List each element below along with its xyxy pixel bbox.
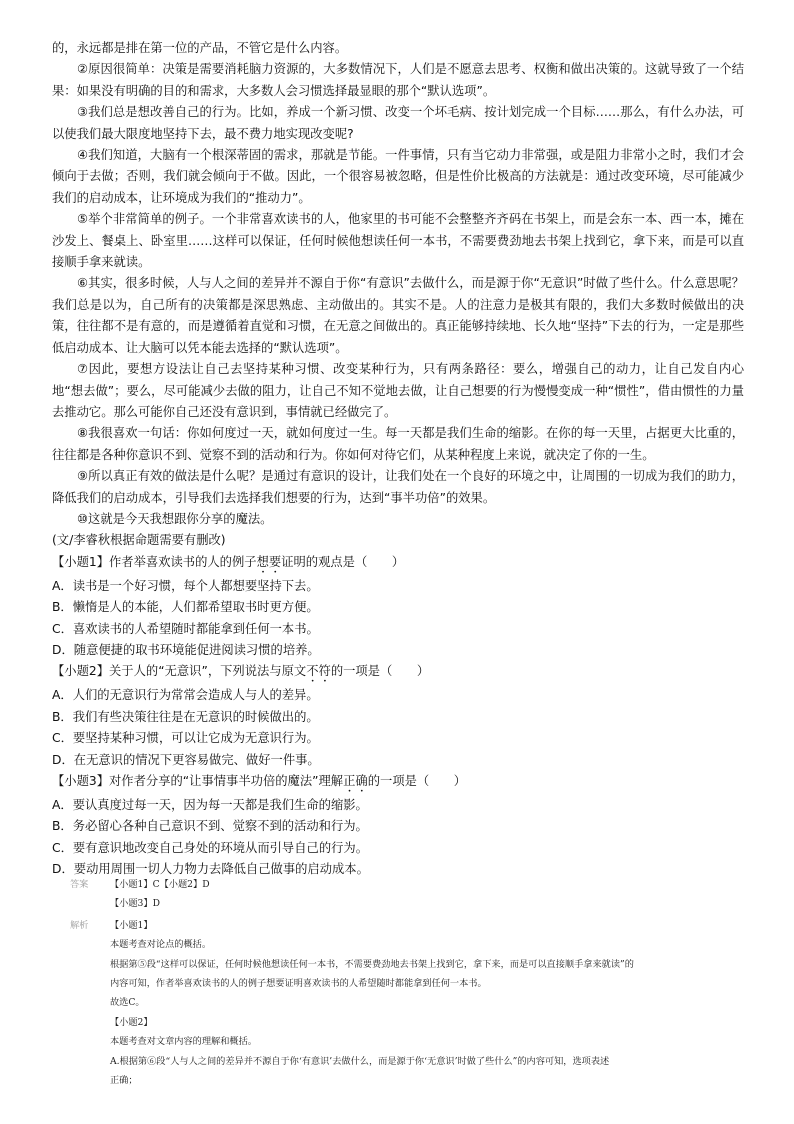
emphasis-text: 想要 xyxy=(256,554,282,569)
analysis-line: 根据第⑤段“这样可以保证，任何时候他想读任何一本书，不需要费劲地去书架上找到它，拿下来，而是可以直接顺手拿来就读”的 xyxy=(110,958,634,970)
option-a[interactable]: A．读书是一个好习惯，每个人都想要坚持下去。 xyxy=(52,578,319,593)
emphasis-text: 不符 xyxy=(306,664,331,679)
article-body xyxy=(52,38,744,881)
article-source: (文/李睿秋根据命题需要有删改) xyxy=(52,533,226,548)
analysis-line: 故选C。 xyxy=(110,997,145,1009)
option-b[interactable]: B．我们有些决策往往是在无意识的时候做出的。 xyxy=(52,709,319,724)
option-c[interactable]: C．要坚持某种习惯，可以让它成为无意识行为。 xyxy=(52,731,319,746)
answer-line: 【小题1】C【小题2】D xyxy=(110,879,210,890)
analysis-label: 解析 xyxy=(70,919,89,931)
answer-section xyxy=(70,875,720,1090)
analysis-line: 内容可知，作者举喜欢读书的人的例子想要证明喜欢读书的人希望随时都能拿到任何一本书。 xyxy=(110,978,487,990)
option-a[interactable]: A．要认真度过每一天，因为每一天都是我们生命的缩影。 xyxy=(52,798,368,812)
question-3 xyxy=(52,771,744,881)
article-paragraph: ③我们总是想改善自己的行为。比如，养成一个新习惯、改变一个坏毛病、按计划完成一个目标……那么，有什么办法，可以使我们最大限度地坚持下去，最不费力地实现改变呢? xyxy=(52,105,744,141)
question-title: 【小题2】关于人的“无意识”，下列说法与原文不符的一项是（ ） xyxy=(52,664,430,679)
article-paragraph: ⑥其实，很多时候，人与人之间的差异并不源自于你“有意识”去做什么，而是源于你“无意识”时做了些什么。什么意思呢？我们总是以为，自己所有的决策都是深思熟虑、主动做出的。其实不是。人的注意力是极其有限的，我们大多数时候做出的决策，往往都不是有意的，而是遵循着直觉和习惯，在无意之间做出的。真正能够持续地、长久地“坚持”下去的行为，一定是那些低启动成本、让大脑可以凭本能去选择的“默认选项”。 xyxy=(52,276,744,355)
option-c[interactable]: C．要有意识地改变自己身处的环境从而引导自己的行为。 xyxy=(52,840,369,855)
option-d[interactable]: D．要动用周围一切人力物力去降低自己做事的启动成本。 xyxy=(52,862,369,877)
analysis-line: 【小题2】 xyxy=(110,1016,153,1028)
analysis-row xyxy=(70,916,720,1091)
option-b[interactable]: B．懒惰是人的本能，人们都希望取书时更方便。 xyxy=(52,600,319,615)
article-paragraph: 的，永远都是排在第一位的产品，不管它是什么内容。 xyxy=(52,41,348,55)
option-a[interactable]: A．人们的无意识行为常常会造成人与人的差异。 xyxy=(52,688,319,703)
article-paragraph: ⑤举个非常简单的例子。一个非常喜欢读书的人，他家里的书可能不会整整齐齐码在书架上，而是会东一本、西一本，摊在沙发上、餐桌上、卧室里……这样可以保证，任何时候他想读任何一本书，不需要费劲地去书架上找到它，拿下来，而是可以直接顺手拿来就读。 xyxy=(52,212,744,270)
option-c[interactable]: C．喜欢读书的人希望随时都能拿到任何一本书。 xyxy=(52,621,319,636)
question-title: 【小题1】作者举喜欢读书的人的例子想要证明的观点是（ ） xyxy=(52,554,405,569)
analysis-line: 本题考查对文章内容的理解和概括。 xyxy=(110,1036,257,1048)
question-2 xyxy=(52,661,744,771)
analysis-line: 本题考查对论点的概括。 xyxy=(110,939,212,951)
article-paragraph: ②原因很简单：决策是需要消耗脑力资源的，大多数情况下，人们是不愿意去思考、权衡和做出决策的。这就导致了一个结果：如果没有明确的目的和需求，大多数人会习惯选择最显眼的那个“默认选项”。 xyxy=(52,62,744,98)
emphasis-text: 正确 xyxy=(343,774,368,788)
option-b[interactable]: B．务必留心各种自己意识不到、觉察不到的活动和行为。 xyxy=(52,819,368,834)
question-1 xyxy=(52,552,744,662)
analysis-line: 【小题1】 xyxy=(110,919,153,931)
article-paragraph: ⑧我很喜欢一句话：你如何度过一天，就如何度过一生。每一天都是我们生命的缩影。在你的每一天里，占据更大比重的，往往都是各种你意识不到、觉察不到的活动和行为。你如何对待它们，从某种程度上来说，就决定了你的一生。 xyxy=(52,426,744,462)
article-paragraph: ⑨所以真正有效的做法是什么呢？是通过有意识的设计，让我们处在一个良好的环境之中，让周围的一切成为我们的助力，降低我们的启动成本，引导我们去选择我们想要的行为，达到“事半功倍”的效果。 xyxy=(52,469,744,505)
question-title: 【小题3】对作者分享的“让事情事半功倍的魔法”理解正确的一项是（ ） xyxy=(52,774,467,788)
article-paragraph: ⑦因此，要想方设法让自己去坚持某种习惯、改变某种行为，只有两条路径：要么，增强自己的动力，让自己发自内心地“想去做”；要么，尽可能减少去做的阻力，让自己不知不觉地去做，让自己想要的行为慢慢变成一种“惯性”，借由惯性的力量去推动它。那么可能你自己还没有意识到，事情就已经做完了。 xyxy=(52,362,744,419)
option-d[interactable]: D．在无意识的情况下更容易做完、做好一件事。 xyxy=(52,752,320,767)
analysis-line: 正确； xyxy=(110,1075,138,1087)
option-d[interactable]: D．随意便捷的取书环境能促进阅读习惯的培养。 xyxy=(52,642,320,657)
analysis-line: A.根据第⑥段“人与人之间的差异并不源自于你‘有意识’去做什么，而是源于你‘无意识’时做了些什么”的内容可知，选项表述 xyxy=(110,1055,610,1067)
answer-line: 【小题3】D xyxy=(110,898,160,910)
answer-row xyxy=(70,875,720,914)
article-paragraph: ⑩这就是今天我想跟你分享的魔法。 xyxy=(77,511,273,526)
article-paragraph: ④我们知道，大脑有一个根深蒂固的需求，那就是节能。一件事情，只有当它动力非常强，或是阻力非常小之时，我们才会倾向于去做；否则，我们就会倾向于不做。因此，一个很容易被忽略，但是性价比极高的方法就是：通过改变环境，尽可能减少我们的启动成本，让环境成为我们的“推动力”。 xyxy=(52,148,744,205)
answer-label: 答案 xyxy=(70,879,89,890)
